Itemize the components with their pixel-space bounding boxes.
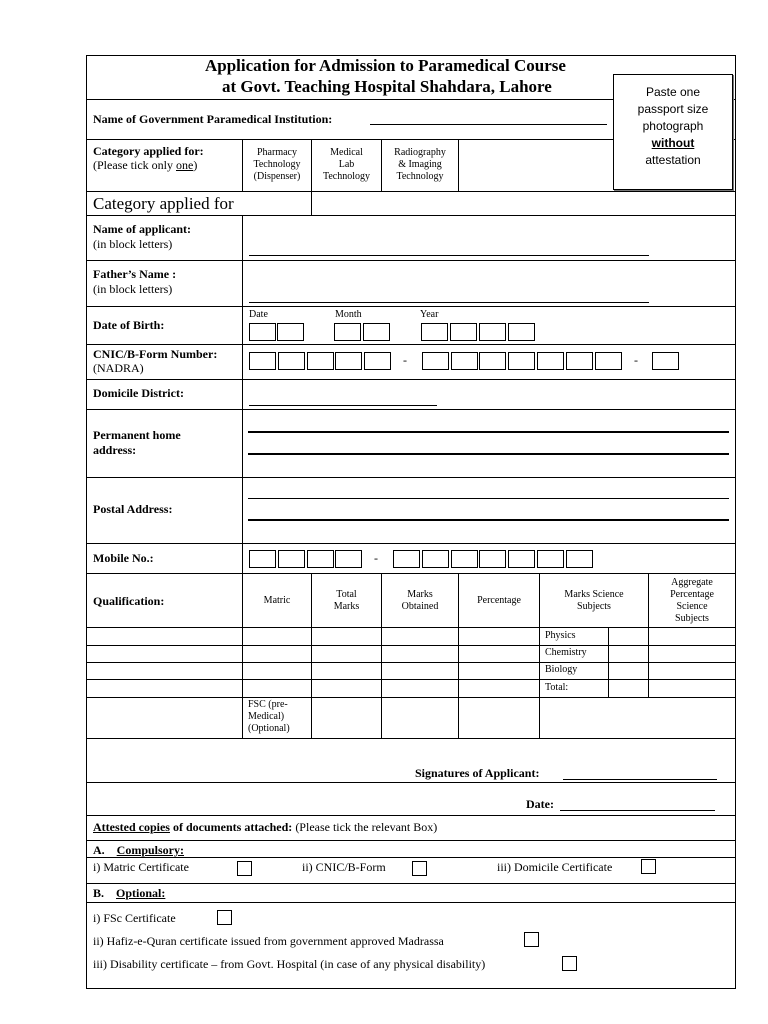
form-title-line2: at Govt. Teaching Hospital Shahdara, Lahore: [222, 77, 552, 96]
dob-year-box[interactable]: [508, 323, 535, 341]
documents-heading: Attested copies of documents attached: (Please tick the relevant Box): [93, 820, 438, 834]
qual-header-aggregate: Aggregate Percentage Science Subjects: [670, 577, 714, 624]
mobile-digit-box[interactable]: [422, 550, 449, 568]
mobile-digit-box[interactable]: [393, 550, 420, 568]
permanent-address-line[interactable]: [248, 453, 729, 455]
cnic-dash: -: [403, 353, 407, 367]
qual-header-percentage: Percentage: [477, 595, 521, 606]
category-hint: (Please tick only one): [93, 158, 198, 172]
dob-day-box[interactable]: [277, 323, 304, 341]
dob-label: Date of Birth:: [93, 318, 165, 332]
doc-domicile-label: iii) Domicile Certificate: [497, 860, 613, 874]
cnic-digit-box[interactable]: [335, 352, 362, 370]
applicant-name-field[interactable]: [249, 255, 649, 256]
signature-label: Signatures of Applicant:: [415, 766, 540, 780]
cnic-digit-box[interactable]: [249, 352, 276, 370]
qual-header-matric: Matric: [263, 595, 291, 606]
permanent-address-label-1: Permanent home: [93, 428, 181, 442]
mobile-digit-box[interactable]: [451, 550, 478, 568]
signature-field[interactable]: [563, 779, 717, 780]
qual-header-obtained: Marks Obtained: [401, 589, 439, 612]
photo-box: [613, 74, 733, 190]
mobile-dash: -: [374, 551, 378, 565]
mobile-digit-box[interactable]: [335, 550, 362, 568]
category-option-mlt[interactable]: Medical Lab Technology: [322, 147, 371, 182]
cnic-digit-box[interactable]: [278, 352, 305, 370]
cnic-digit-box[interactable]: [652, 352, 679, 370]
category-heading: Category applied for: [93, 194, 234, 213]
doc-cnic-label: ii) CNIC/B-Form: [302, 860, 386, 874]
photo-line2: passport size: [637, 102, 709, 116]
optional-heading: B. Optional:: [93, 886, 166, 900]
qual-header-total: Total Marks: [333, 589, 360, 612]
cnic-digit-box[interactable]: [422, 352, 449, 370]
postal-address-line[interactable]: [248, 498, 729, 499]
postal-address-label: Postal Address:: [93, 502, 173, 516]
qualification-label: Qualification:: [93, 594, 165, 608]
dob-year-box[interactable]: [421, 323, 448, 341]
doc-fsc-label: i) FSc Certificate: [93, 911, 176, 925]
photo-line1: Paste one: [645, 85, 701, 99]
subject-physics: Physics: [545, 630, 576, 641]
cnic-digit-box[interactable]: [307, 352, 334, 370]
photo-line3: photograph: [642, 119, 704, 133]
mobile-digit-box[interactable]: [566, 550, 593, 568]
doc-disability-label: iii) Disability certificate – from Govt. Hospital (in case of any physical disability): [93, 957, 486, 971]
doc-matric-label: i) Matric Certificate: [93, 860, 189, 874]
cnic-label: CNIC/B-Form Number:: [93, 347, 218, 361]
date-field[interactable]: [560, 810, 715, 811]
father-name-label: Father’s Name :: [93, 267, 177, 281]
institution-label: Name of Government Paramedical Institution:: [93, 112, 333, 126]
postal-address-line[interactable]: [248, 519, 729, 521]
category-option-pharmacy[interactable]: Pharmacy Technology (Dispenser): [253, 147, 301, 182]
dob-month-box[interactable]: [334, 323, 361, 341]
mobile-digit-box[interactable]: [307, 550, 334, 568]
doc-domicile-checkbox[interactable]: [641, 859, 656, 874]
cnic-digit-box[interactable]: [508, 352, 535, 370]
domicile-label: Domicile District:: [93, 386, 184, 400]
dob-day-box[interactable]: [249, 323, 276, 341]
domicile-field[interactable]: [249, 405, 437, 406]
mobile-digit-box[interactable]: [479, 550, 506, 568]
doc-hafiz-checkbox[interactable]: [524, 932, 539, 947]
cnic-digit-box[interactable]: [364, 352, 391, 370]
father-name-field[interactable]: [249, 302, 649, 303]
photo-line5: attestation: [645, 153, 701, 167]
doc-fsc-checkbox[interactable]: [217, 910, 232, 925]
photo-line4: without: [651, 136, 695, 150]
category-option-radiography[interactable]: Radiography & Imaging Technology: [394, 147, 446, 182]
form-title-line1: Application for Admission to Paramedical Course: [205, 56, 566, 75]
mobile-digit-box[interactable]: [278, 550, 305, 568]
dob-month-box[interactable]: [363, 323, 390, 341]
mobile-digit-box[interactable]: [249, 550, 276, 568]
subject-total: Total:: [545, 682, 569, 693]
cnic-digit-box[interactable]: [566, 352, 593, 370]
category-label: Category applied for:: [93, 144, 204, 158]
dob-month-caption: Month: [335, 309, 362, 320]
permanent-address-line[interactable]: [248, 431, 729, 433]
cnic-hint: (NADRA): [93, 361, 144, 375]
mobile-digit-box[interactable]: [537, 550, 564, 568]
doc-hafiz-label: ii) Hafiz-e-Quran certificate issued from government approved Madrassa: [93, 934, 444, 948]
mobile-label: Mobile No.:: [93, 551, 154, 565]
date-label: Date:: [526, 797, 554, 811]
dob-year-box[interactable]: [450, 323, 477, 341]
subject-biology: Biology: [545, 664, 578, 675]
cnic-digit-box[interactable]: [537, 352, 564, 370]
applicant-name-hint: (in block letters): [93, 237, 173, 251]
subject-chemistry: Chemistry: [545, 647, 587, 658]
cnic-dash: -: [634, 353, 638, 367]
qual-header-science: Marks Science Subjects: [564, 589, 624, 612]
compulsory-heading: A. Compulsory:: [93, 843, 185, 857]
cnic-digit-box[interactable]: [451, 352, 478, 370]
qual-fsc-label: FSC (pre- Medical) (Optional): [248, 699, 290, 734]
father-name-hint: (in block letters): [93, 282, 173, 296]
cnic-digit-box[interactable]: [595, 352, 622, 370]
institution-field[interactable]: [370, 124, 607, 125]
applicant-name-label: Name of applicant:: [93, 222, 191, 236]
dob-date-caption: Date: [249, 309, 268, 320]
dob-year-box[interactable]: [479, 323, 506, 341]
mobile-digit-box[interactable]: [508, 550, 535, 568]
permanent-address-label-2: address:: [93, 443, 137, 457]
doc-cnic-checkbox[interactable]: [412, 861, 427, 876]
dob-year-caption: Year: [420, 309, 439, 320]
cnic-digit-box[interactable]: [479, 352, 506, 370]
doc-matric-checkbox[interactable]: [237, 861, 252, 876]
doc-disability-checkbox[interactable]: [562, 956, 577, 971]
